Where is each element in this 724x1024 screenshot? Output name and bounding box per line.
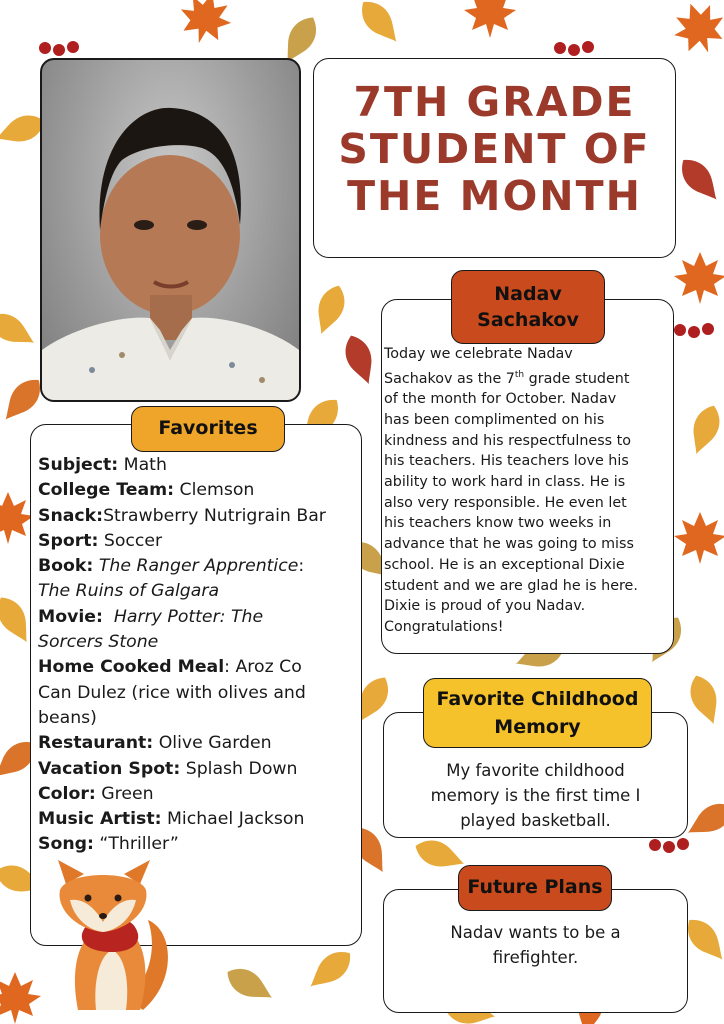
student-first-name: Nadav	[494, 283, 562, 305]
fav-label: Subject:	[38, 455, 119, 475]
memory-line: played basketball.	[460, 811, 611, 830]
future-line: firefighter.	[492, 948, 579, 967]
fav-value: Green	[95, 783, 154, 804]
bio-card	[381, 299, 674, 654]
favorites-heading: Favorites	[131, 406, 285, 452]
fav-label: Song:	[38, 834, 94, 855]
list-item	[38, 655, 360, 731]
fav-value: Math	[118, 455, 167, 475]
memory-text	[402, 758, 669, 833]
list-item	[38, 554, 360, 605]
list-item	[38, 731, 360, 756]
bio-text	[384, 344, 672, 638]
list-item	[38, 757, 360, 782]
bio-line: has been complimented on his	[384, 411, 605, 428]
list-item	[38, 782, 360, 807]
fav-value: :	[298, 556, 305, 577]
fav-label: Movie:	[38, 606, 103, 627]
memory-heading-line: Favorite Childhood	[436, 688, 639, 710]
fav-value: Splash Down	[180, 758, 298, 779]
fav-value: Clemson	[174, 480, 255, 501]
fav-label: Sport:	[38, 530, 99, 551]
list-item	[38, 453, 360, 478]
bio-line: Congratulations!	[384, 618, 504, 635]
title-card	[313, 58, 676, 258]
title-line-1: 7TH GRADE	[353, 78, 636, 126]
fav-value: : Aroz Co	[224, 657, 302, 678]
title-line-2: STUDENT OF	[338, 125, 651, 173]
memory-line: My favorite childhood	[446, 761, 625, 780]
bio-superscript: th	[514, 369, 525, 380]
bio-line: his teachers. His teachers love his	[384, 453, 629, 470]
fav-value: The Ranger Apprentice	[93, 556, 299, 577]
fav-label: Color:	[38, 783, 96, 804]
bio-line: student and we are glad he is here.	[384, 577, 638, 594]
future-plans-text	[402, 920, 669, 970]
bio-line: Dixie is proud of you Nadav.	[384, 598, 586, 615]
list-item	[38, 605, 360, 656]
fav-value: beans)	[38, 707, 97, 728]
student-portrait-image	[42, 60, 299, 400]
fav-label: Book:	[38, 556, 94, 577]
fav-label: College Team:	[38, 480, 175, 501]
bio-line: ability to work hard in class. He is	[384, 473, 626, 490]
fav-label: Music Artist:	[38, 809, 162, 830]
list-item	[38, 478, 360, 503]
bio-line: grade student	[524, 370, 630, 387]
memory-heading	[423, 678, 652, 748]
list-item	[38, 529, 360, 554]
future-plans-heading: Future Plans	[458, 865, 612, 911]
fav-value: “Thriller”	[93, 834, 179, 855]
bio-line: school. He is an exceptional Dixie	[384, 556, 625, 573]
bio-line: kindness and his respectfulness to	[384, 432, 632, 449]
bio-line: also very responsible. He even let	[384, 494, 627, 511]
bio-line: Today we celebrate Nadav	[384, 346, 573, 362]
fav-value: Soccer	[98, 530, 163, 551]
fav-value: Strawberry Nutrigrain Bar	[103, 505, 326, 526]
fox-illustration-icon	[48, 860, 178, 1010]
future-line: Nadav wants to be a	[450, 923, 621, 942]
list-item	[38, 832, 360, 857]
fav-value: The Ruins of Galgara	[38, 581, 220, 602]
bio-line: advance that he was going to miss	[384, 536, 634, 553]
bio-line: of the month for October. Nadav	[384, 391, 617, 408]
page-title	[314, 79, 675, 220]
fav-value: Sorcers Stone	[38, 632, 159, 653]
list-item	[38, 807, 360, 832]
student-portrait	[40, 58, 301, 402]
fav-value: Olive Garden	[153, 733, 272, 754]
fav-label: Vacation Spot:	[38, 758, 181, 779]
bio-line: his teachers know two weeks in	[384, 515, 612, 532]
title-line-3: THE MONTH	[347, 172, 642, 220]
fav-label: Restaurant:	[38, 733, 154, 754]
bio-line: Sachakov as the 7	[384, 370, 515, 387]
fav-value: Harry Potter: The	[102, 606, 264, 627]
fav-label: Snack:	[38, 505, 104, 526]
fav-value: Can Dulez (rice with olives and	[38, 682, 306, 703]
fav-value: Michael Jackson	[161, 809, 305, 830]
fav-label: Home Cooked Meal	[38, 657, 225, 678]
favorites-list	[38, 453, 360, 858]
student-last-name: Sachakov	[477, 309, 579, 331]
memory-line: memory is the first time I	[430, 786, 641, 805]
list-item	[38, 504, 360, 529]
memory-heading-line: Memory	[494, 716, 581, 738]
student-name-badge	[451, 270, 605, 344]
